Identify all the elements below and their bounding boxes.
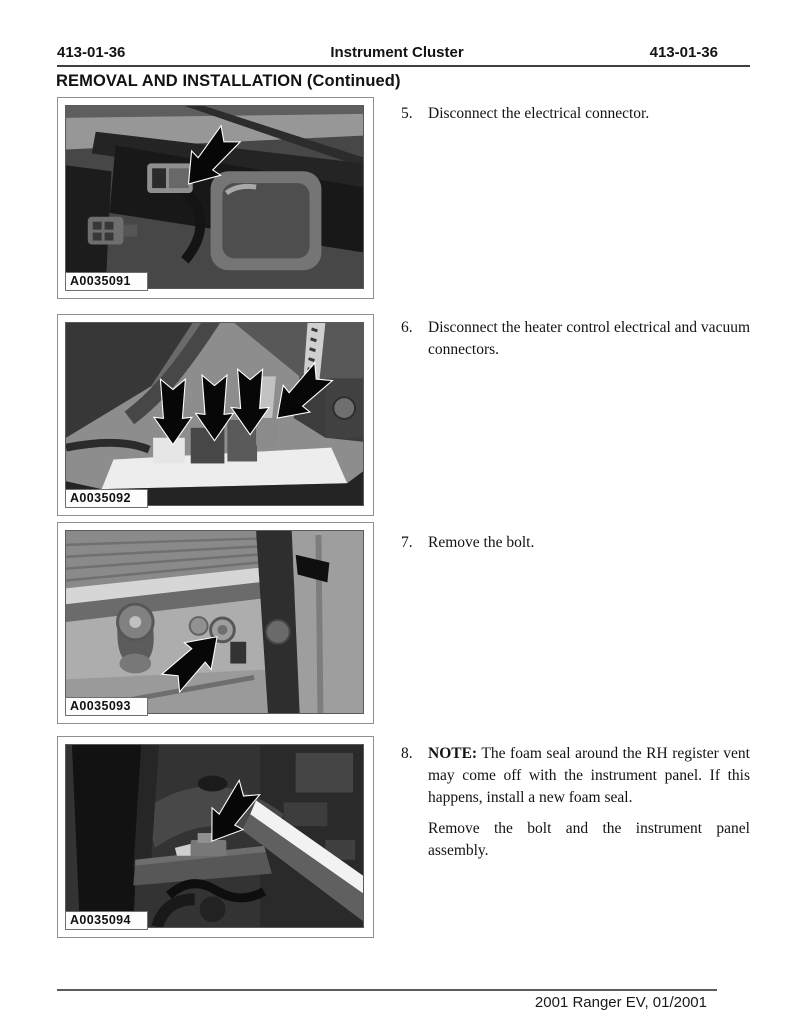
figure-label: A0035092	[65, 489, 148, 508]
step-note	[428, 743, 750, 809]
heater-control-connectors-photo	[66, 323, 363, 505]
under-dash-connector-photo	[66, 106, 363, 288]
step-paragraph: Remove the bolt and the instrument panel assembly.	[428, 820, 750, 859]
figure-label: A0035091	[65, 272, 148, 291]
step-text: Disconnect the electrical connector.	[428, 105, 650, 122]
figure-label: A0035094	[65, 911, 148, 930]
step-number: 8.	[401, 745, 413, 762]
figure	[57, 97, 374, 299]
figure	[57, 522, 374, 724]
step-number: 7.	[401, 534, 413, 551]
figure-photo	[65, 744, 364, 928]
figure-label: A0035093	[65, 697, 148, 716]
header-document-title: Instrument Cluster	[330, 44, 464, 61]
figure	[57, 736, 374, 938]
section-title: REMOVAL AND INSTALLATION (Continued)	[56, 72, 401, 90]
bolt-location-photo	[66, 531, 363, 713]
step-item	[401, 317, 750, 361]
step-item	[401, 743, 750, 862]
step-number: 6.	[401, 319, 413, 336]
step-item	[401, 532, 750, 554]
note-text: The foam seal around the RH register vent may come off with the instrument panel. If this happens, install a new foam seal.	[428, 745, 750, 806]
header-rule	[57, 65, 750, 67]
note-label: NOTE:	[428, 745, 478, 762]
figure-photo	[65, 105, 364, 289]
footer-rule	[57, 989, 717, 991]
step-number: 5.	[401, 105, 413, 122]
step-text: Disconnect the heater control electrical and vacuum connectors.	[428, 319, 750, 358]
step-text	[428, 743, 750, 862]
step-item	[401, 103, 750, 125]
footer-text: 2001 Ranger EV, 01/2001	[534, 994, 707, 1011]
step-text: Remove the bolt.	[428, 534, 535, 551]
header-section-code-right: 413-01-36	[649, 44, 718, 61]
figure-photo	[65, 530, 364, 714]
figure-photo	[65, 322, 364, 506]
instrument-panel-bolt-photo	[66, 745, 363, 927]
figure	[57, 314, 374, 516]
header-section-code-left: 413-01-36	[57, 44, 126, 61]
